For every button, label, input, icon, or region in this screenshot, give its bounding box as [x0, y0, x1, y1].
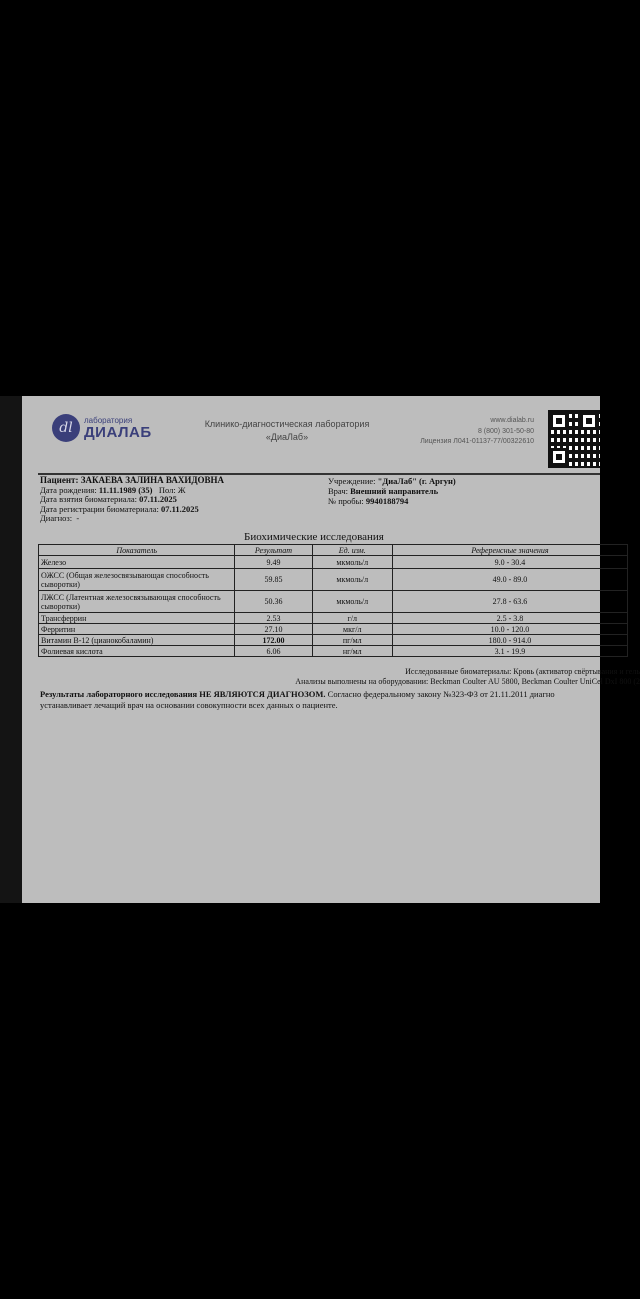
- reg-date-label: Дата регистрации биоматериала:: [40, 503, 159, 514]
- row-unit: мкмоль/л: [312, 569, 392, 591]
- sex-value: Ж: [177, 484, 186, 495]
- header-result: Результат: [235, 545, 312, 556]
- analysis-notes: [40, 667, 640, 687]
- lab-contacts: [382, 416, 534, 448]
- row-unit: мкмоль/л: [312, 556, 392, 569]
- institution-value: "ДиаЛаб" (г. Аргун): [377, 476, 456, 486]
- row-name: Витамин В-12 (цианокобаламин): [39, 635, 235, 646]
- row-unit: пг/мл: [312, 635, 392, 646]
- row-reference: 2.5 - 3.8: [392, 613, 627, 624]
- table-row: [39, 624, 628, 635]
- table-row: [39, 569, 628, 591]
- row-reference: 180.0 - 914.0: [392, 635, 627, 646]
- patient-name: ЗАКАЕВА ЗАЛИНА ВАХИДОВНА: [80, 475, 225, 485]
- sample-number-value: 9940188794: [365, 496, 409, 506]
- qr-code-icon: [548, 410, 600, 468]
- row-name: Фолиевая кислота: [39, 646, 235, 657]
- sample-number-label: № пробы:: [328, 496, 364, 506]
- disclaimer: [40, 689, 640, 711]
- row-name: ЛЖСС (Латентная железосвязывающая способность сыворотки): [39, 591, 235, 613]
- sex-label: Пол:: [158, 484, 176, 495]
- lab-subtitle: «ДиаЛаб»: [265, 432, 309, 442]
- row-unit: мкмоль/л: [312, 591, 392, 613]
- table-row: [39, 556, 628, 569]
- row-result: 9.49: [235, 556, 312, 569]
- row-reference: 10.0 - 120.0: [392, 624, 627, 635]
- row-unit: нг/мл: [312, 646, 392, 657]
- institution-info: [328, 476, 456, 506]
- row-unit: г/л: [312, 613, 392, 624]
- disclaimer-text-2: устанавливает лечащий врач на основании совокупности всех данных о пациенте.: [40, 700, 338, 710]
- results-table: [38, 544, 628, 657]
- header-unit: Ед. изм.: [312, 545, 392, 556]
- row-result: 6.06: [235, 646, 312, 657]
- reg-date-value: 07.11.2025: [160, 503, 199, 514]
- table-row: [39, 613, 628, 624]
- row-name: Железо: [39, 556, 235, 569]
- lab-website: www.dialab.ru: [490, 417, 534, 424]
- header-reference: Референсные значения: [392, 545, 627, 556]
- disclaimer-bold: Результаты лабораторного исследования НЕ ЯВЛЯЮТСЯ ДИАГНОЗОМ.: [40, 689, 326, 699]
- logo-caption: лаборатория: [84, 415, 133, 425]
- row-unit: мкг/л: [312, 624, 392, 635]
- row-reference: 27.8 - 63.6: [392, 591, 627, 613]
- sample-date-value: 07.11.2025: [139, 494, 177, 504]
- row-result: 27.10: [235, 624, 312, 635]
- row-result: 50.36: [235, 591, 312, 613]
- dob-label: Дата рождения:: [40, 484, 97, 495]
- row-result: 59.85: [235, 569, 312, 591]
- biomaterials-note: Исследованные биоматериалы: Кровь (активатор свёртывания и гель: [405, 667, 640, 676]
- row-reference: 9.0 - 30.4: [392, 556, 627, 569]
- diagnosis-value: -: [76, 513, 80, 523]
- row-reference: 3.1 - 19.9: [392, 646, 627, 657]
- sample-number-row: [328, 496, 456, 506]
- section-title: Биохимические исследования: [244, 531, 384, 543]
- logo-wordmark: ДИАЛАБ: [84, 423, 152, 441]
- row-name: ОЖСС (Общая железосвязывающая способность сыворотки): [39, 569, 235, 591]
- lab-logo: [52, 414, 152, 442]
- row-result: 2.53: [235, 613, 312, 624]
- lab-title-block: [172, 418, 402, 444]
- equipment-note: Анализы выполнены на оборудовании: Beckman Coulter AU 5800, Beckman Coulter UniCel DxI 800 (2: [295, 677, 640, 686]
- diagnosis-row: [40, 514, 224, 524]
- institution-label: Учреждение:: [328, 476, 376, 486]
- sample-date-label: Дата взятия биоматериала:: [40, 494, 137, 504]
- diagnosis-label: Диагноз:: [40, 513, 73, 523]
- table-row: [39, 646, 628, 657]
- lab-phone: 8 (800) 301-50-80: [477, 427, 534, 435]
- lab-license: Лицензия Л041-01137-77/00322610: [420, 438, 534, 445]
- patient-name-label: Пациент:: [40, 475, 79, 485]
- table-row: [39, 591, 628, 613]
- row-result: 172.00: [235, 635, 312, 646]
- row-name: Ферритин: [39, 624, 235, 635]
- institution-row: [328, 476, 456, 486]
- scanner-edge: [0, 396, 22, 903]
- row-reference: 49.0 - 89.0: [392, 569, 627, 591]
- row-name: Трансферрин: [39, 613, 235, 624]
- header-indicator: Показатель: [39, 545, 235, 556]
- doctor-value: Внешний направитель: [350, 486, 439, 496]
- doctor-row: [328, 486, 456, 496]
- table-header-row: [39, 545, 628, 556]
- doctor-label: Врач:: [328, 486, 348, 496]
- patient-info: [40, 476, 224, 524]
- lab-report-sheet: [22, 396, 640, 903]
- table-row: [39, 635, 628, 646]
- disclaimer-text-1: Согласно федеральному закону №323-ФЗ от 21.11.2011 диагно: [325, 689, 555, 699]
- lab-title: Клинико-диагностическая лаборатория: [204, 419, 370, 429]
- lab-logo-icon: dl: [52, 414, 80, 442]
- dob-value: 11.11.1989 (35): [98, 484, 153, 495]
